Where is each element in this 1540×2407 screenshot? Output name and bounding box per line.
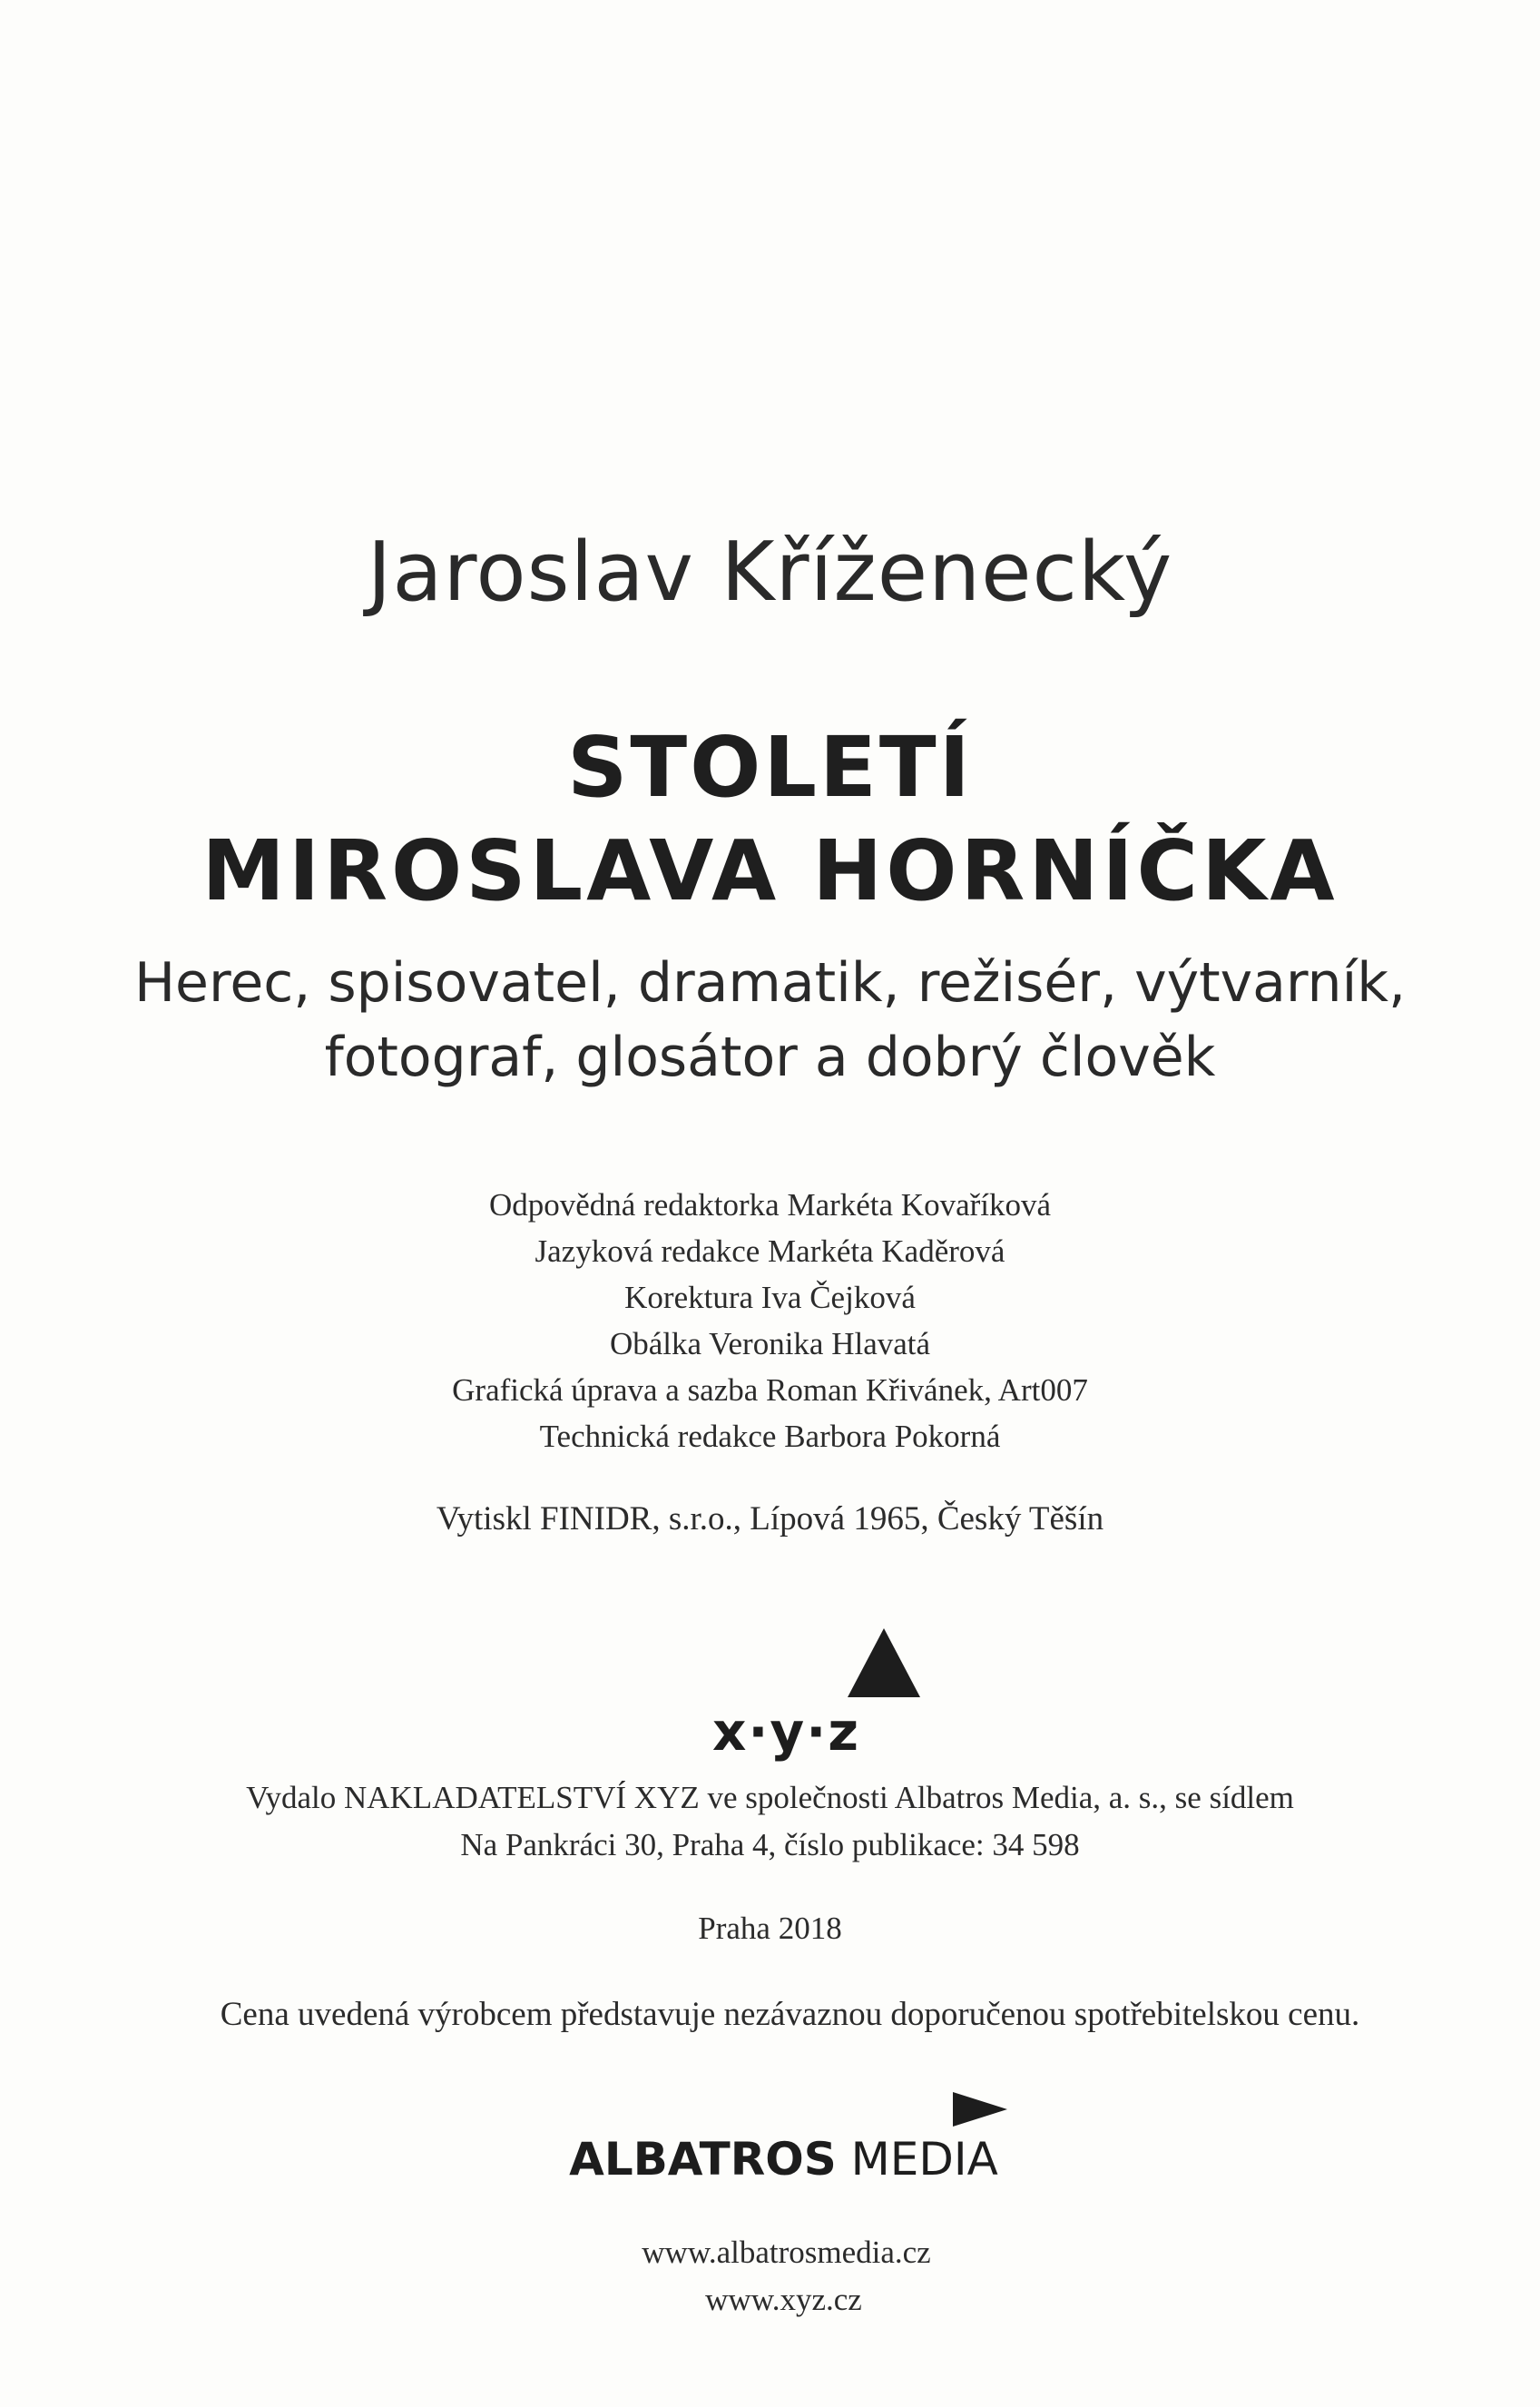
credit-typesetting: Grafická úprava a sazba Roman Křivánek, Art007	[452, 1372, 1088, 1408]
publisher-line-2: Na Pankráci 30, Praha 4, číslo publikace: 34 598	[460, 1827, 1080, 1862]
credit-technical-editor: Technická redakce Barbora Pokorná	[539, 1419, 1001, 1454]
xyz-logo-text: x·y·z	[711, 1701, 861, 1763]
albatros-logo-bold: ALBATROS	[569, 2133, 837, 2186]
credit-proofreading: Korektura Iva Čejková	[624, 1280, 916, 1315]
publisher-line-1: Vydalo NAKLADATELSTVÍ XYZ ve společnosti Albatros Media, a. s., se sídlem	[246, 1780, 1294, 1815]
credits-block	[0, 1182, 1540, 1459]
book-title-line-1: STOLETÍ	[567, 719, 973, 816]
publisher-info	[0, 1774, 1540, 1869]
albatros-logo-regular: MEDIA	[850, 2133, 998, 2186]
credit-language-editor: Jazyková redakce Markéta Kaděrová	[535, 1233, 1005, 1269]
website-albatros: www.albatrosmedia.cz	[642, 2235, 931, 2270]
place-year: Praha 2018	[698, 1911, 842, 1946]
credit-editor: Odpovědná redaktorka Markéta Kovaříková	[488, 1187, 1052, 1223]
book-title-line-2: MIROSLAVA HORNÍČKA	[201, 822, 1339, 919]
flag-icon	[951, 2090, 1009, 2128]
credit-cover: Obálka Veronika Hlavatá	[609, 1326, 931, 1361]
website-xyz: www.xyz.cz	[705, 2282, 862, 2317]
subtitle-line-2: fotograf, glosátor a dobrý člověk	[324, 1026, 1216, 1089]
albatros-media-logo	[14, 2133, 1540, 2186]
triangle-icon	[846, 1625, 922, 1701]
subtitle-line-1: Herec, spisovatel, dramatik, režisér, výtvarník,	[133, 951, 1407, 1015]
author-name: Jaroslav Kříženecký	[367, 525, 1173, 620]
price-note: Cena uvedená výrobcem představuje nezávaznou doporučenou spotřebitelskou cenu.	[220, 1996, 1360, 2033]
printer-info: Vytiskl FINIDR, s.r.o., Lípová 1965, Český Těšín	[436, 1500, 1104, 1538]
